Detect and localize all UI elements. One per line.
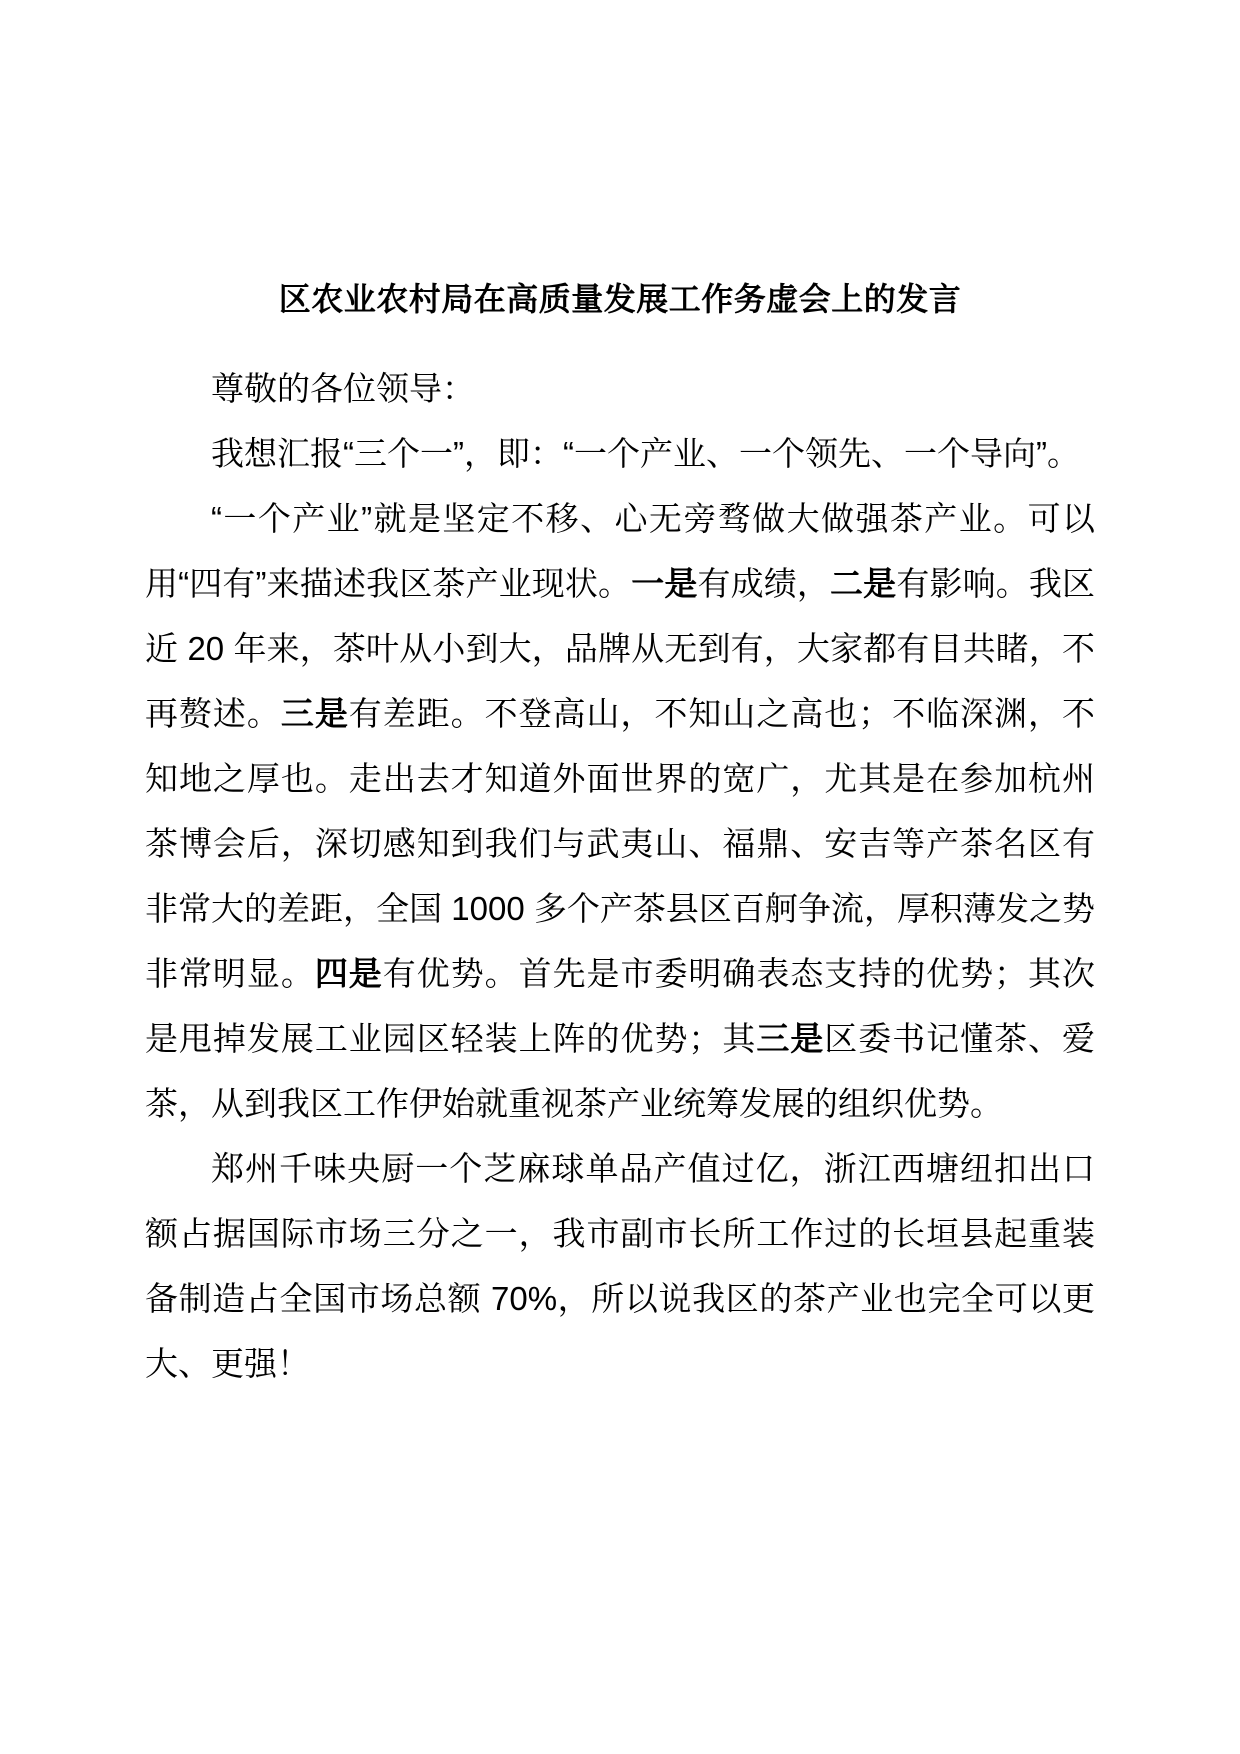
- text-run: 郑州千味央厨一个芝麻球单品产值过亿，浙江西塘纽扣出口额占据国际市场三分之一，我市副市长所工作过的长垣县起重装备制造占全国市场总额 70%，所以说我区的茶产业也完全可以更大、更强！: [145, 1150, 1095, 1382]
- bold-text-run: 一是: [631, 565, 698, 602]
- document-body: [145, 356, 1095, 1396]
- paragraph: [145, 486, 1095, 1136]
- bold-text-run: 四是: [314, 955, 383, 992]
- text-run: 有影响。我区近 20 年来，茶叶从小到大，品牌从无到有，大家都有目共睹，不再赘述。: [145, 565, 1096, 732]
- text-run: 我想汇报“三个一”，即：“一个产业、一个领先、一个导向”。: [211, 435, 1080, 472]
- text-run: 有差距。不登高山，不知山之高也；不临深渊，不知地之厚也。走出去才知道外面世界的宽广，尤其是在参加杭州茶博会后，深切感知到我们与武夷山、福鼎、安吉等产茶名区有非常大的差距，全国 1000 多个产茶县区百舸争流，厚积薄发之势非常明显。: [145, 695, 1096, 992]
- bold-text-run: 二是: [830, 565, 897, 602]
- text-run: 尊敬的各位领导：: [211, 370, 475, 407]
- text-run: 区委书记懂茶、爱茶，从到我区工作伊始就重视茶产业统筹发展的组织优势。: [145, 1020, 1096, 1122]
- text-run: “一个产业”就是坚定不移、心无旁骛做大做强茶产业。可以用“四有”来描述我区茶产业现状。: [145, 500, 1095, 602]
- document-title: 区农业农村局在高质量发展工作务虚会上的发言: [278, 281, 962, 317]
- text-run: 有成绩，: [697, 565, 831, 602]
- paragraph: [145, 356, 1095, 421]
- bold-text-run: 三是: [280, 695, 349, 732]
- text-run: 有优势。首先是市委明确表态支持的优势；其次是甩掉发展工业园区轻装上阵的优势；其: [145, 955, 1096, 1057]
- paragraph: [145, 1136, 1095, 1396]
- paragraph: [145, 421, 1095, 486]
- bold-text-run: 三是: [756, 1020, 825, 1057]
